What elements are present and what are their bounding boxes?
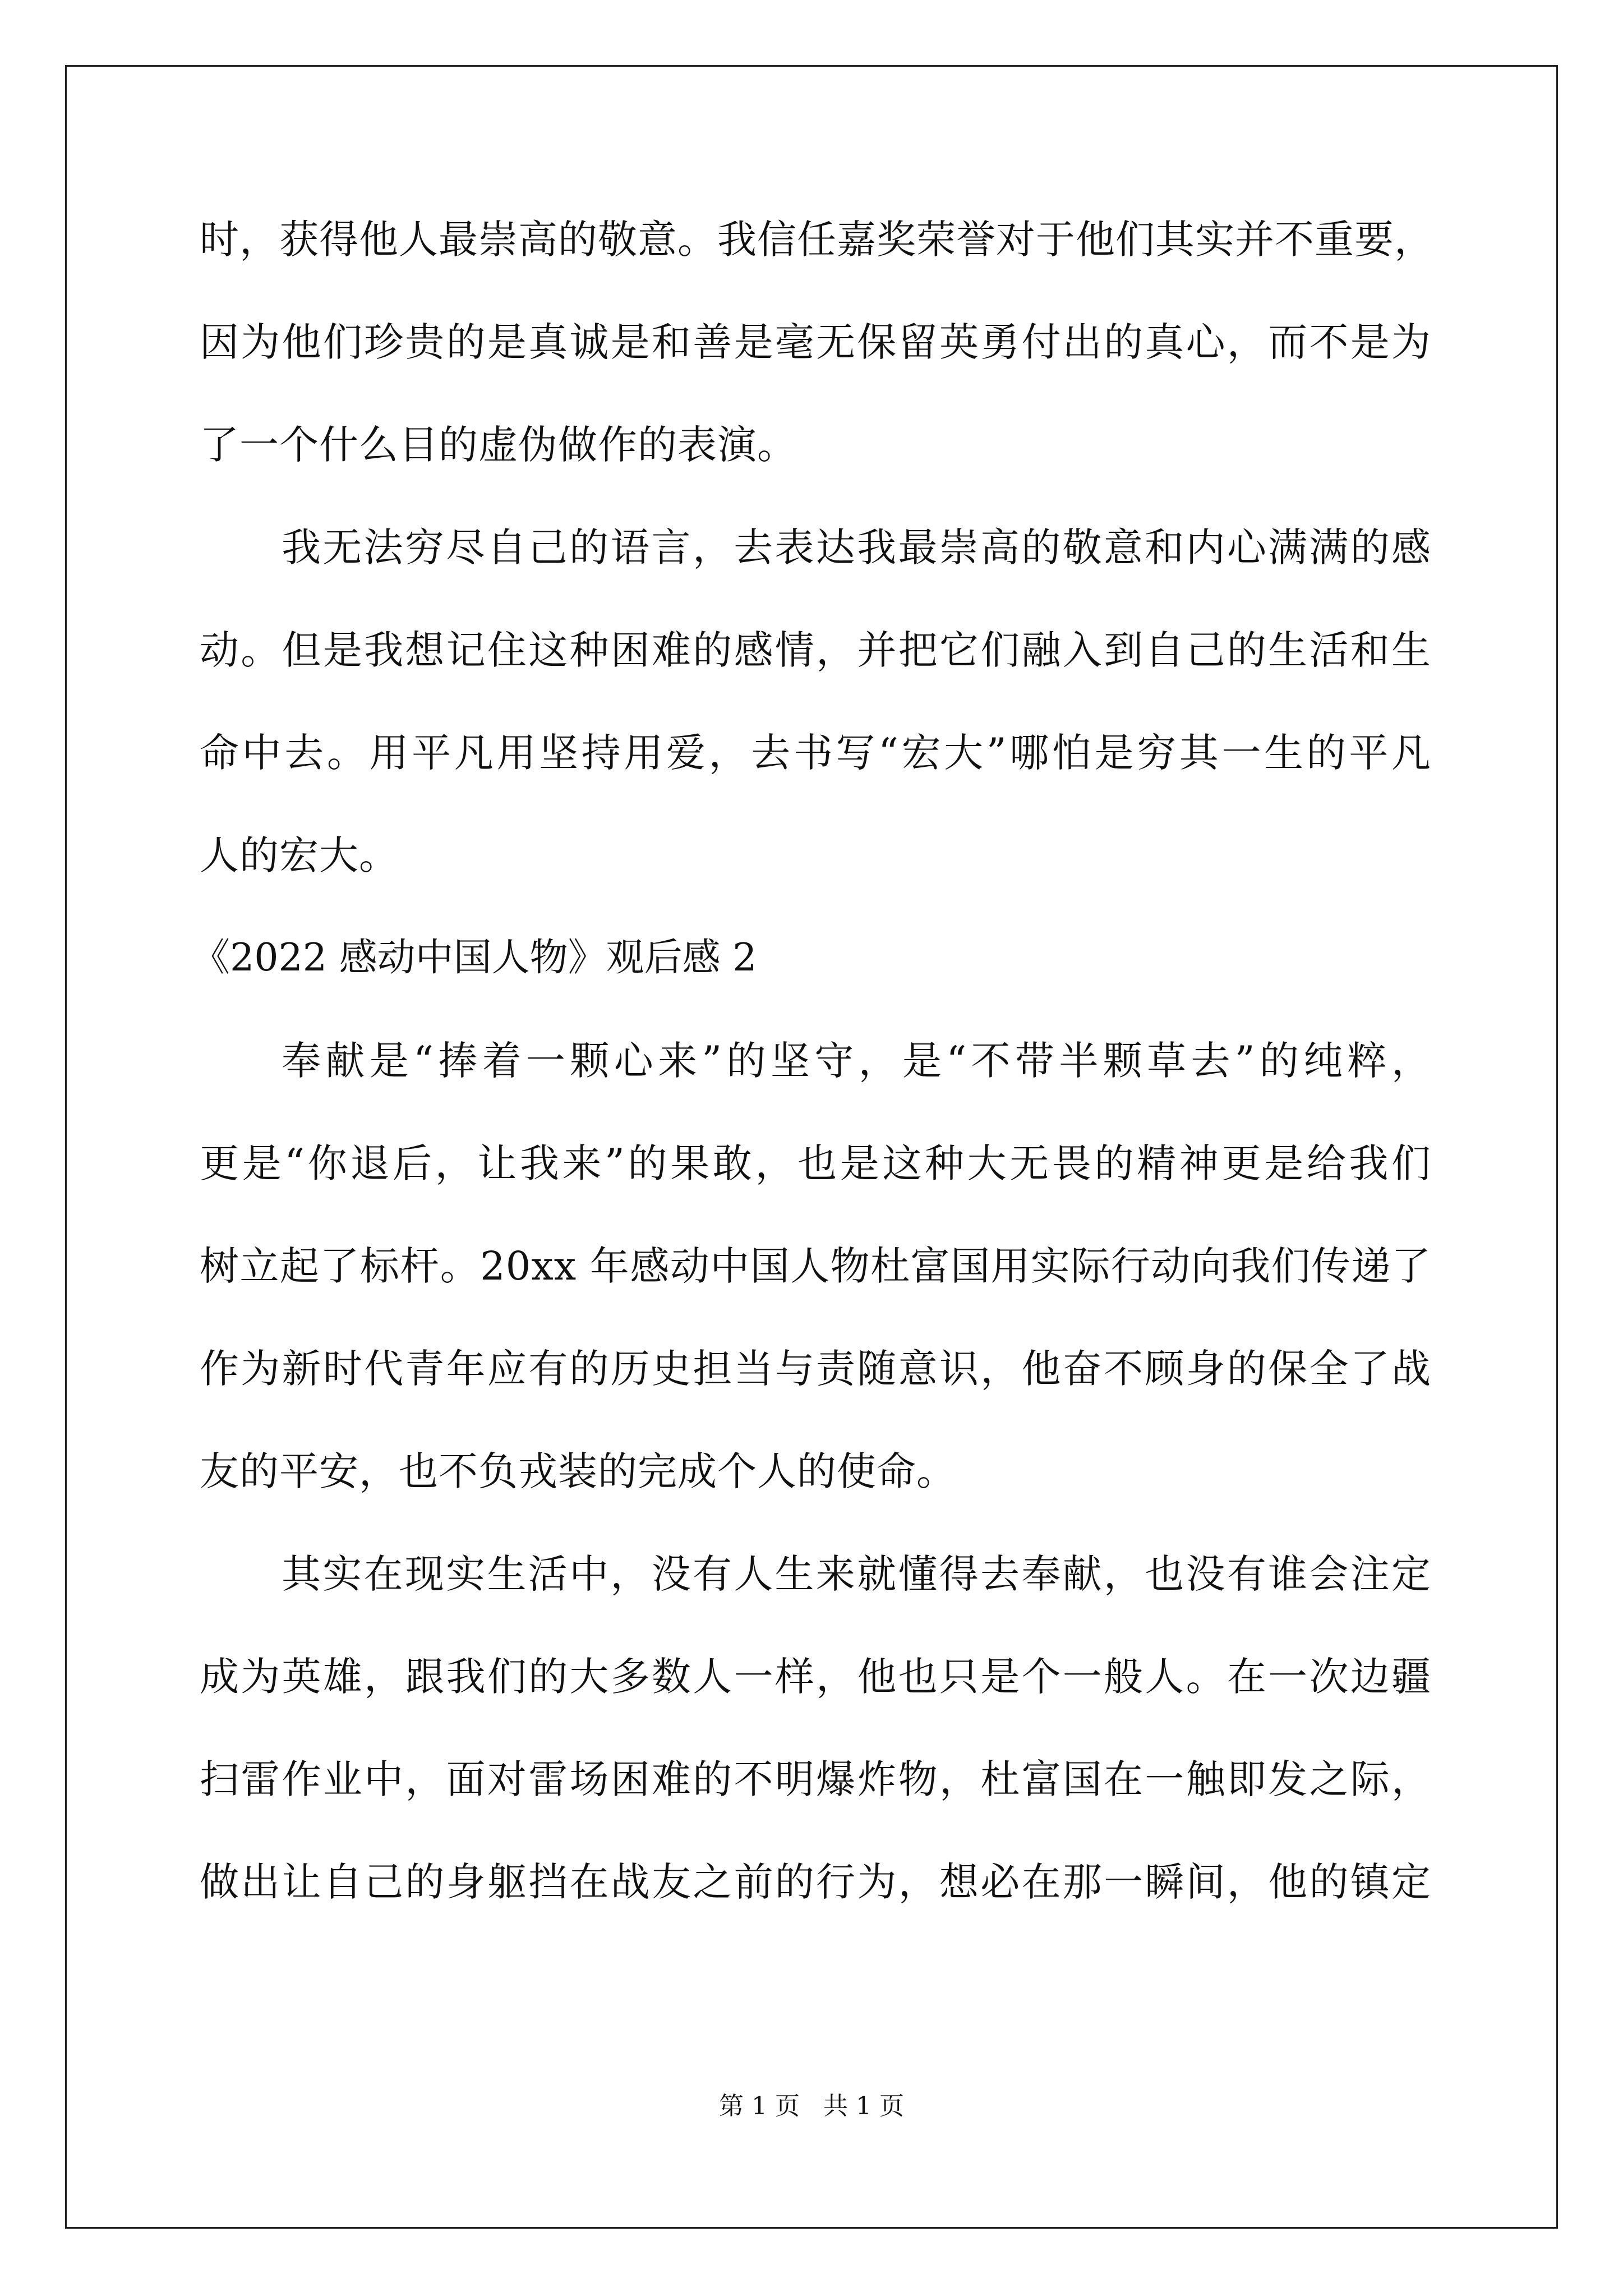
paragraph-line: 命中去。用平凡用坚持用爱，去书写“宏大”哪怕是穷其一生的平凡: [200, 730, 1431, 776]
paragraph-line: 时，获得他人最崇高的敬意。我信任嘉奖荣誉对于他们其实并不重要，: [200, 217, 1434, 263]
paragraph-line: 其实在现实生活中，没有人生来就懂得去奉献，也没有谁会注定: [282, 1551, 1431, 1597]
paragraph-line: 作为新时代青年应有的历史担当与责随意识，他奋不顾身的保全了战: [200, 1346, 1431, 1392]
paragraph-line: 了一个什么目的虚伪做作的表演。: [200, 422, 797, 468]
paragraph-line: 更是“你退后，让我来”的果敢，也是这种大无畏的精神更是给我们: [200, 1140, 1431, 1186]
paragraph-line: 人的宏大。: [200, 832, 399, 878]
paragraph-line: 我无法穷尽自己的语言，去表达我最崇高的敬意和内心满满的感: [282, 524, 1431, 570]
section-heading: 《2022 感动中国人物》观后感 2: [192, 936, 757, 980]
page-number-footer: 第 1 页 共 1 页: [719, 2092, 904, 2120]
paragraph-line: 扫雷作业中，面对雷场困难的不明爆炸物，杜富国在一触即发之际，: [200, 1756, 1431, 1802]
paragraph-line: 做出让自己的身躯挡在战友之前的行为，想必在那一瞬间，他的镇定: [200, 1859, 1431, 1905]
paragraph-line: 友的平安，也不负戎装的完成个人的使命。: [200, 1448, 956, 1494]
paragraph-line: 成为英雄，跟我们的大多数人一样，他也只是个一般人。在一次边疆: [200, 1654, 1431, 1700]
paragraph-line: 因为他们珍贵的是真诚是和善是毫无保留英勇付出的真心，而不是为: [200, 319, 1431, 365]
paragraph-line: 树立起了标杆。20xx 年感动中国人物杜富国用实际行动向我们传递了: [200, 1243, 1431, 1289]
paragraph-line: 动。但是我想记住这种困难的感情，并把它们融入到自己的生活和生: [200, 627, 1431, 673]
paragraph-line: 奉献是“捧着一颗心来”的坚守，是“不带半颗草去”的纯粹，: [282, 1038, 1431, 1084]
